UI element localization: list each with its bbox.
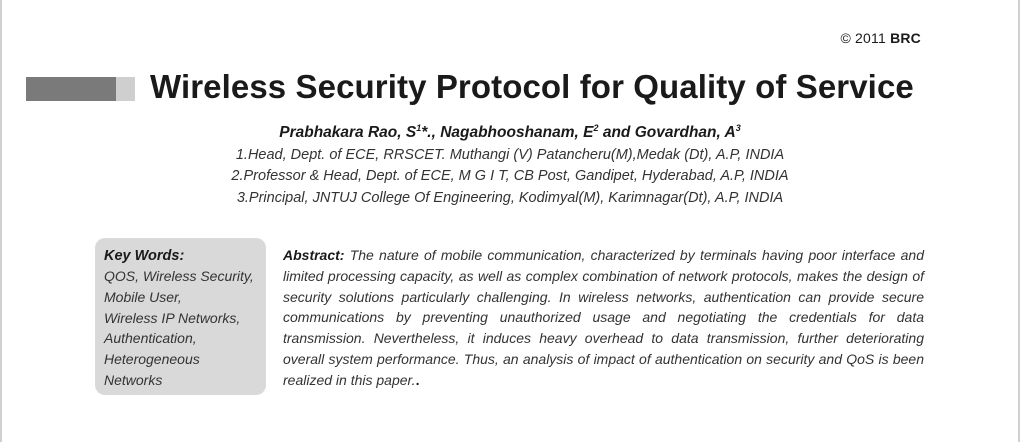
affiliation-3: 3.Principal, JNTUJ College Of Engineering, Kodimyal(M), Karimnagar(Dt), A.P, INDIA <box>236 190 784 206</box>
author-superscript: 1 <box>416 123 422 133</box>
keyword-item: Heterogeneous <box>104 351 200 368</box>
paper-title: Wireless Security Protocol for Quality of Service <box>150 68 914 105</box>
copyright-org: BRC <box>890 30 921 46</box>
keyword-item: Authentication, <box>104 330 197 347</box>
abstract-text: The nature of mobile communication, characterized by terminals having poor interface and limited processing capacity, as well as complex combination of network protocols, makes the design of security solutions particularly challenging. In wireless networks, authentication can provide secure communications by preventing unauthorized usage and negotiating the credentials for data transmission. Nevertheless, it induces heavy overhead to data transmission, further deteriorating overall system performance. Thus, an analysis of impact of authentication on security and QoS is been realized in this paper. <box>283 247 924 388</box>
keywords-box <box>95 238 266 395</box>
abstract-label: Abstract: <box>283 247 345 263</box>
affiliation-2: 2.Professor & Head, Dept. of ECE, M G I T, CB Post, Gandipet, Hyderabad, A.P, INDIA <box>231 168 789 184</box>
affiliation-1: 1.Head, Dept. of ECE, RRSCET. Muthangi (V) Patancheru(M),Medak (Dt), A.P, INDIA <box>235 147 785 163</box>
author-line <box>0 123 1020 142</box>
keyword-item: Wireless IP Networks, <box>104 309 241 326</box>
title-decoration-bar <box>26 77 135 101</box>
copyright-year: © 2011 <box>840 30 886 46</box>
page-edge-left <box>0 0 2 442</box>
author-name: Nagabhooshanam, E <box>440 124 594 142</box>
keyword-item: Networks <box>104 371 163 388</box>
author-superscript: 2 <box>593 123 599 133</box>
copyright-notice <box>840 30 921 46</box>
author-separator: *., <box>421 124 441 142</box>
title-bar-light <box>116 77 135 101</box>
abstract-end-mark: . <box>415 371 420 388</box>
keyword-item: Mobile User, <box>104 288 182 305</box>
keyword-item: QOS, Wireless Security, <box>104 268 254 284</box>
author-superscript: 3 <box>735 123 741 133</box>
author-separator: and <box>598 124 635 142</box>
abstract-paragraph <box>283 245 924 391</box>
author-name: Prabhakara Rao, S <box>279 124 417 142</box>
author-name: Govardhan, A <box>634 124 736 142</box>
title-bar-dark <box>26 77 116 101</box>
keywords-heading: Key Words: <box>104 248 185 264</box>
